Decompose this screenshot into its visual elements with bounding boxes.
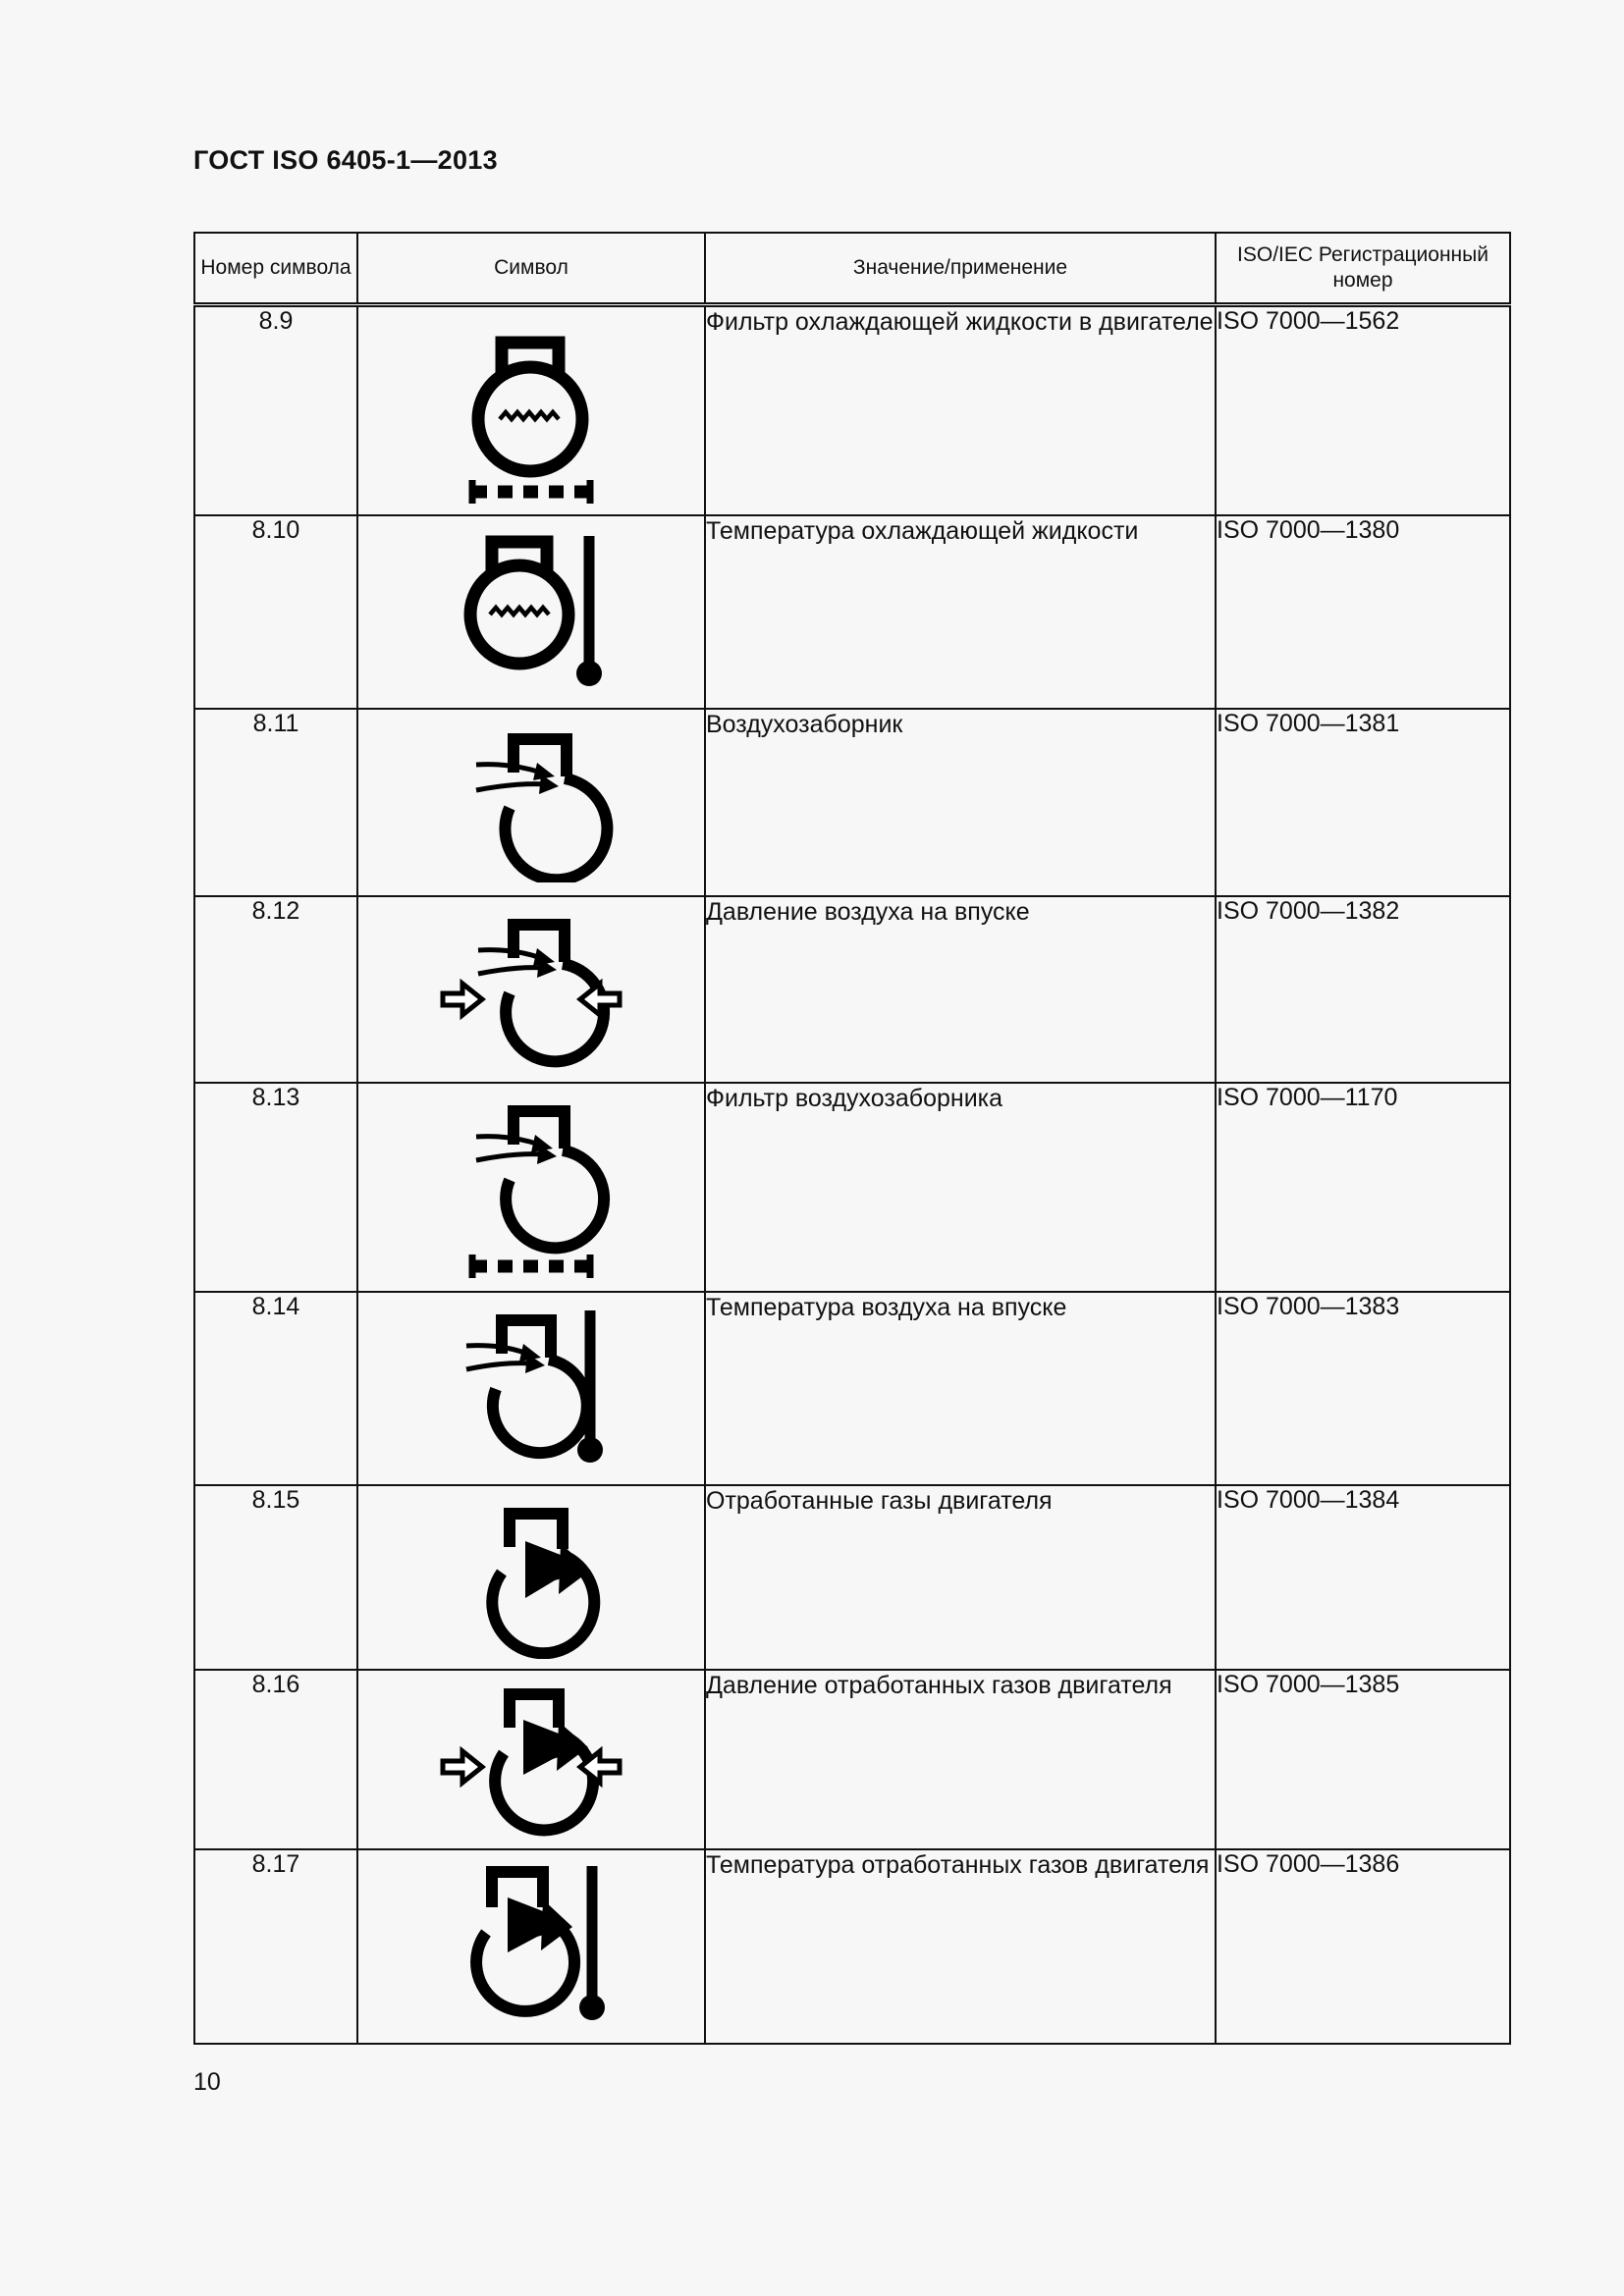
registration-number: ISO 7000—1385 — [1216, 1670, 1510, 1849]
symbol-cell — [357, 1292, 705, 1485]
engine-exhaust-icon — [443, 1492, 620, 1659]
air-intake-filter-icon — [443, 1090, 620, 1286]
registration-number: ISO 7000—1383 — [1216, 1292, 1510, 1485]
symbol-meaning: Давление отработанных газов двигателя — [705, 1670, 1216, 1849]
registration-number: ISO 7000—1380 — [1216, 515, 1510, 709]
air-intake-icon — [443, 716, 620, 882]
coolant-filter-icon — [443, 313, 620, 509]
symbol-cell — [357, 1083, 705, 1292]
table-row — [194, 896, 1510, 1083]
header-symbol: Символ — [357, 233, 705, 305]
exhaust-pressure-icon — [433, 1677, 629, 1840]
symbol-cell — [357, 896, 705, 1083]
registration-number: ISO 7000—1386 — [1216, 1849, 1510, 2044]
table-row — [194, 1292, 1510, 1485]
symbol-number: 8.16 — [194, 1670, 357, 1849]
symbol-cell — [357, 1670, 705, 1849]
symbols-table — [193, 232, 1511, 2045]
table-header-row — [194, 233, 1510, 305]
table-row — [194, 1485, 1510, 1670]
symbol-meaning: Отработанные газы двигателя — [705, 1485, 1216, 1670]
symbol-number: 8.13 — [194, 1083, 357, 1292]
registration-number: ISO 7000—1384 — [1216, 1485, 1510, 1670]
table-row — [194, 305, 1510, 515]
symbol-number: 8.9 — [194, 305, 357, 515]
symbol-cell — [357, 305, 705, 515]
intake-air-temperature-icon — [443, 1299, 620, 1475]
symbol-meaning: Фильтр охлаждающей жидкости в двигателе — [705, 305, 1216, 515]
table-row — [194, 1083, 1510, 1292]
table-row — [194, 709, 1510, 896]
registration-number: ISO 7000—1381 — [1216, 709, 1510, 896]
document-title: ГОСТ ISO 6405-1—2013 — [193, 145, 498, 175]
header-number: Номер символа — [194, 233, 357, 305]
table-row — [194, 515, 1510, 709]
registration-number: ISO 7000—1382 — [1216, 896, 1510, 1083]
symbol-number: 8.12 — [194, 896, 357, 1083]
exhaust-temperature-icon — [443, 1856, 620, 2029]
symbol-meaning: Температура отработанных газов двигателя — [705, 1849, 1216, 2044]
coolant-temperature-icon — [443, 522, 620, 699]
symbol-cell — [357, 515, 705, 709]
symbol-meaning: Температура воздуха на впуске — [705, 1292, 1216, 1485]
symbol-meaning: Температура охлаждающей жидкости — [705, 515, 1216, 709]
header-registration: ISO/IEC Регистрационный номер — [1216, 233, 1510, 305]
symbol-meaning: Воздухозаборник — [705, 709, 1216, 896]
page-number: 10 — [193, 2068, 221, 2096]
registration-number: ISO 7000—1562 — [1216, 305, 1510, 515]
symbol-number: 8.15 — [194, 1485, 357, 1670]
symbol-number: 8.11 — [194, 709, 357, 896]
symbol-number: 8.14 — [194, 1292, 357, 1485]
symbol-meaning: Давление воздуха на впуске — [705, 896, 1216, 1083]
symbol-cell — [357, 1485, 705, 1670]
registration-number: ISO 7000—1170 — [1216, 1083, 1510, 1292]
intake-air-pressure-icon — [433, 903, 629, 1070]
symbol-meaning: Фильтр воздухозаборника — [705, 1083, 1216, 1292]
table-row — [194, 1849, 1510, 2044]
symbol-number: 8.17 — [194, 1849, 357, 2044]
symbol-number: 8.10 — [194, 515, 357, 709]
symbol-cell — [357, 709, 705, 896]
symbol-cell — [357, 1849, 705, 2044]
table-row — [194, 1670, 1510, 1849]
header-meaning: Значение/применение — [705, 233, 1216, 305]
